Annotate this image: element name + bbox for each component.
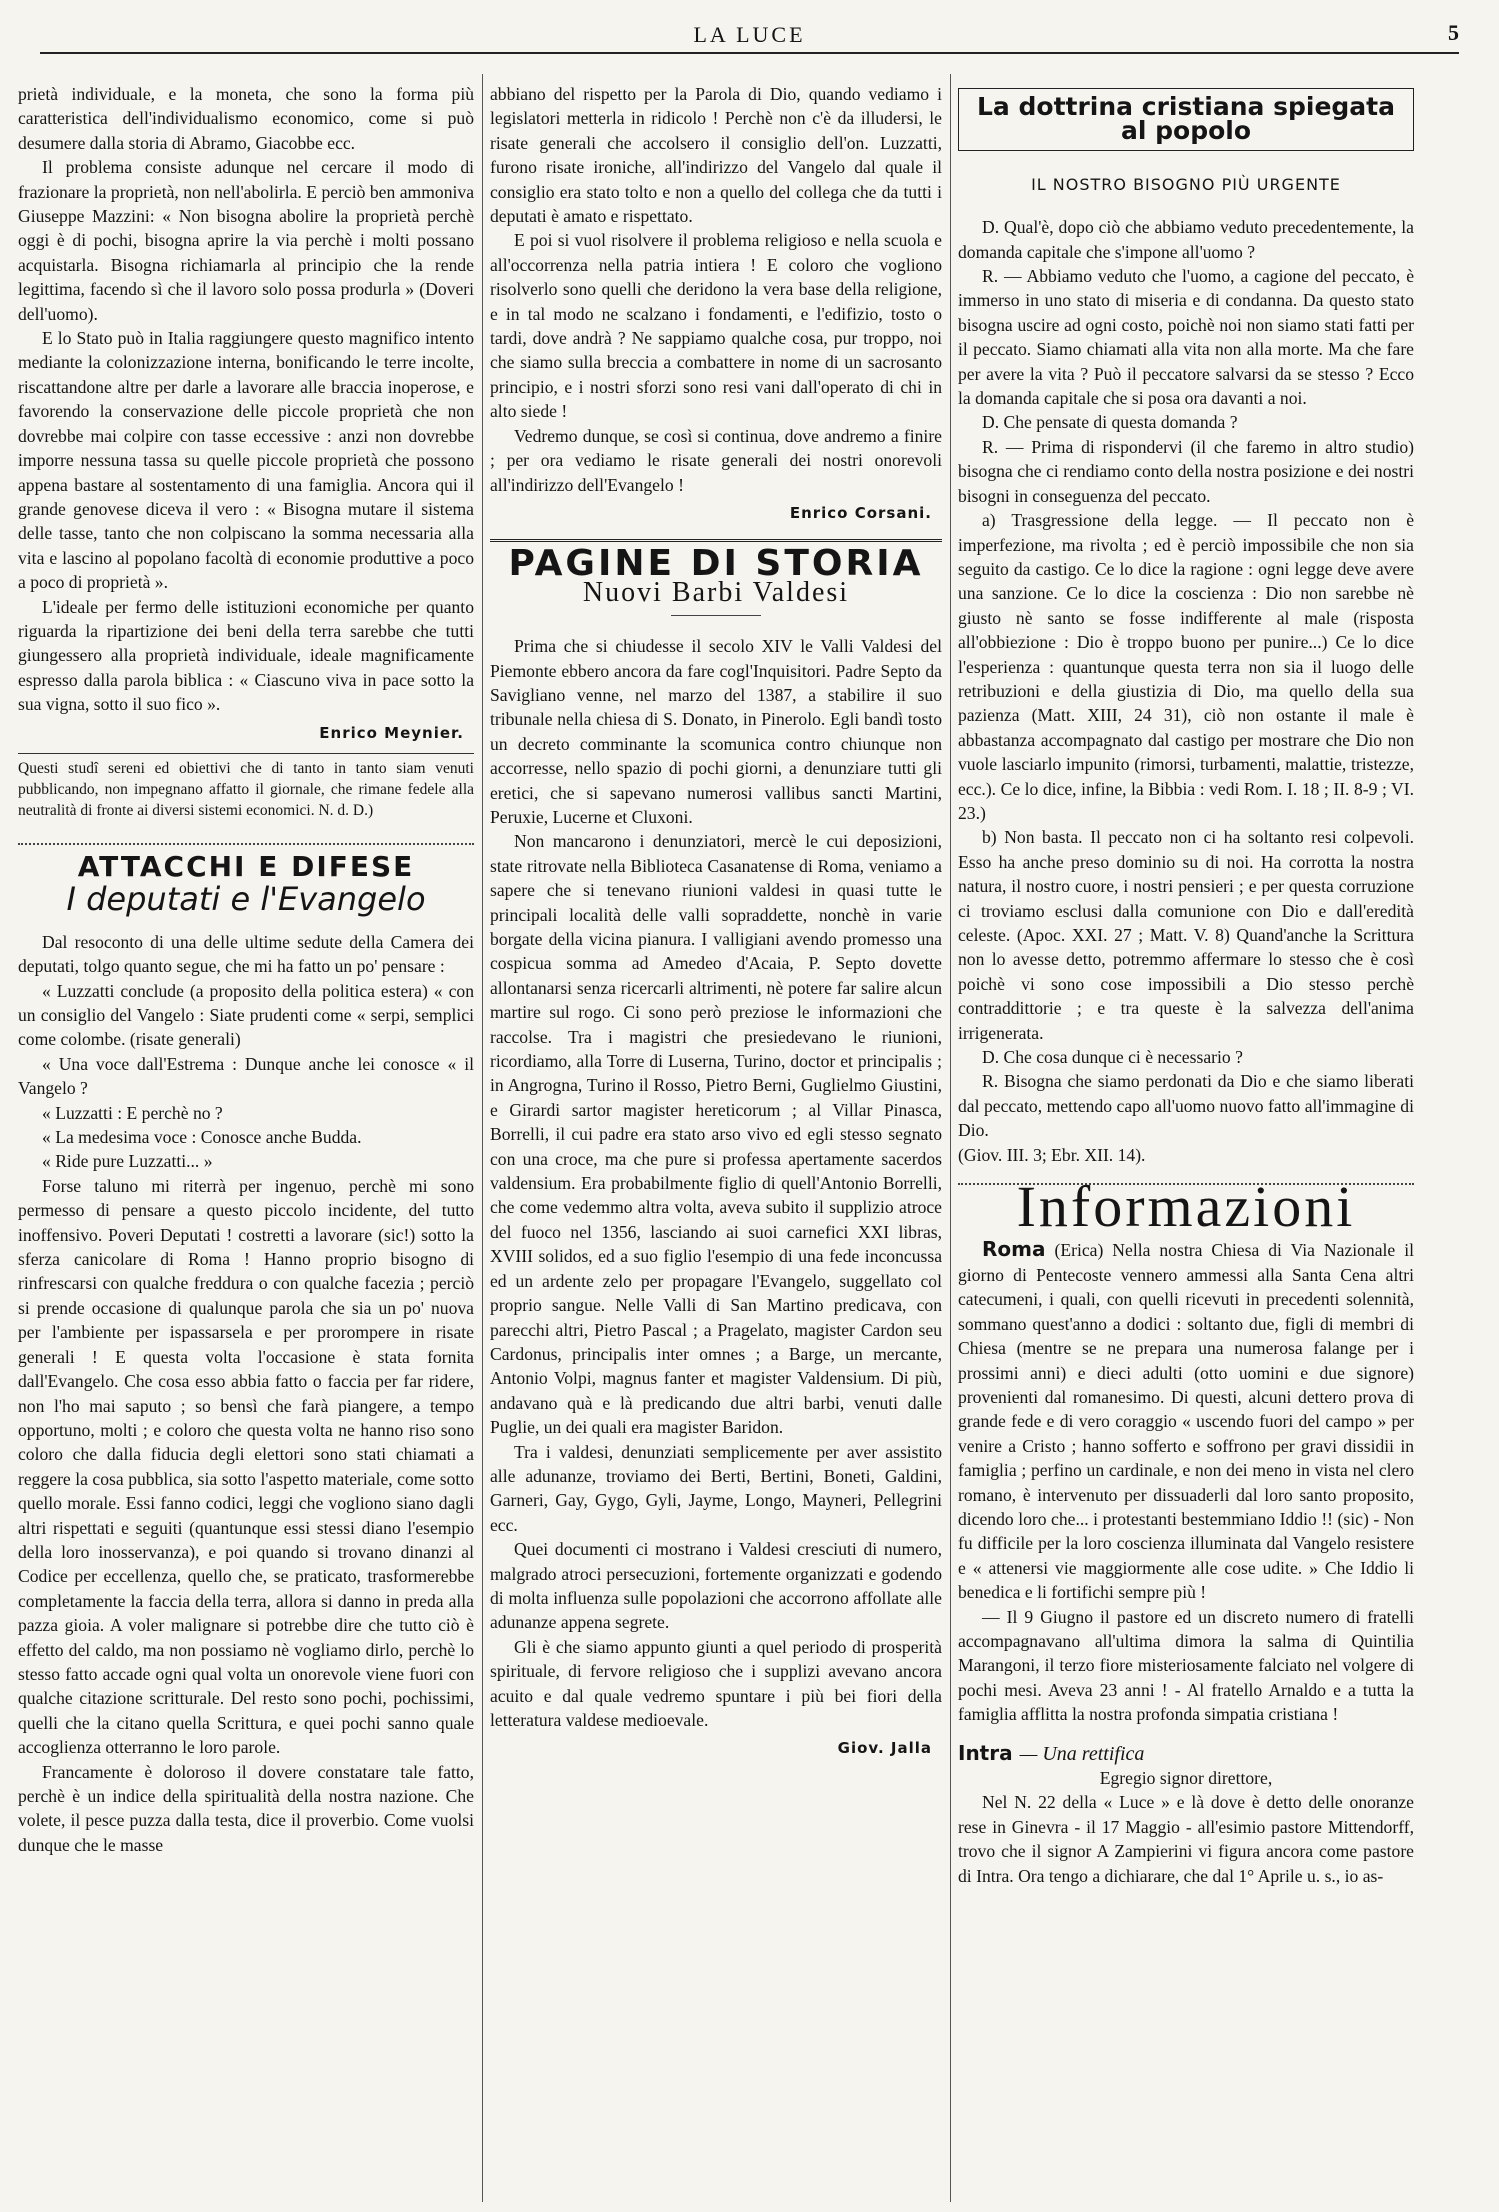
- paragraph: R. — Abbiamo veduto che l'uomo, a cagione del peccato, è immerso in uno stato di miseria e di condanna. Da questo stato bisogna uscire ad ogni costo, poichè noi non siamo stati fatti per il peccato. Siamo chiamati alla vita non alla morte. Ma che fare per avere la vita ? Può il peccatore salvarsi da se stesso ? Ecco la domanda capitale che si posa ora davanti a noi.: [958, 266, 1414, 409]
- paragraph: E lo Stato può in Italia raggiungere questo magnifico intento mediante la colonizzazione interna, bonificando le terre incolte, riscattandone altre per darle a lavorare alle braccia inoperose, e favorendo la conservazione delle piccole proprietà che non dovrebbe mai colpire con tasse eccessive : anzi non dovrebbe imporre nessuna tassa su quelle piccole proprietà che possono appena bastare al sostentamento di una famiglia. Ancora qui il grande genovese diceva il vero : « Bisogna mutare il sistema delle tasse, tanto che non colpiscano la somma necessaria alla vita e lascino al popolano facoltà di economie produttive a poco a poco di proprietà ».: [18, 328, 474, 593]
- article-title: Nuovi Barbi Valdesi: [582, 576, 850, 608]
- article-title: I deputati e l'Evangelo: [66, 880, 426, 919]
- signature: Giov. Jalla: [837, 1739, 932, 1758]
- divider: [671, 615, 761, 616]
- divider: [18, 835, 474, 845]
- quote-line: « Luzzatti conclude (a proposito della politica estera) « con un consiglio del Vangelo : Siate prudenti come « serpi, semplici come colombe. (risate generali): [18, 980, 474, 1050]
- paragraph: Prima che si chiudesse il secolo XIV le Valli Valdesi del Piemonte ebbero ancora da fare cogl'Inquisitori. Padre Septo da Savigliano venne, nel marzo del 1387, a stabilire il suo tribunale nella chiesa di S. Donato, in Pinerolo. Egli bandì tosto un decreto comminante la scomunica contro chiunque non accorresse, nello spazio di pochi giorni, a denunziare tutti gli eretici, che si sapevano numerosi vallibus sancti Martini, Peruxie, Lucerne et Cluxoni.: [490, 636, 942, 827]
- paragraph: E poi si vuol risolvere il problema religioso e nella scuola e all'occorrenza nella patria intiera ! E coloro che vogliono risolverlo sono quelli che deridono la vera base della religione, e in tal modo ne scalzano i fondamenti, e l'edifizio, tosto o tardi, dove andrà ? Ne sappiamo qualche cosa, pur troppo, noi che siamo sulla breccia a combattere in nome di un sacrosanto principio, e i nostri sforzi sono resi vani dall'operato di chi in alto siede !: [490, 230, 942, 422]
- paragraph: Tra i valdesi, denunziati semplicemente per aver assistito alle adunanze, troviamo dei Berti, Bertini, Boneti, Galdini, Garneri, Gay, Gygo, Gyli, Jayme, Longo, Mayneri, Pellegrini ecc.: [490, 1441, 942, 1535]
- reference: (Giov. III. 3; Ebr. XII. 14).: [958, 1144, 1146, 1165]
- column-divider: [482, 74, 483, 2202]
- quote-line: « Una voce dall'Estrema : Dunque anche lei conosce « il Vangelo ?: [18, 1053, 474, 1099]
- paragraph: D. Che pensate di questa domanda ?: [982, 412, 1238, 433]
- paragraph: L'ideale per fermo delle istituzioni economiche per quanto riguarda la ripartizione dei beni della terra sarebbe che tutti giungessero alla proprietà individuale, ideale magnificamente espresso dalla parola biblica : « Ciascuno viva in pace sotto la sua vigna, sotto il suo fico ».: [18, 596, 474, 715]
- column-3: [958, 82, 1414, 1888]
- signature: Enrico Meynier.: [319, 723, 464, 742]
- paragraph: — Il 9 Giugno il pastore ed un discreto numero di fratelli accompagnavano all'ultima dimora la salma di Quintilia Marangoni, il terzo fiore misteriosamente falciato nel volgere di pochi mesi. Aveva 23 anni ! - Al fratello Arnaldo e a tutta la famiglia afflitta la nostra profonda simpatia cristiana !: [958, 1606, 1414, 1725]
- paragraph: Vedremo dunque, se così si continua, dove andremo a finire ; per ora vediamo le risate generali dei nostri onorevoli all'indirizzo dell'Evangelo !: [490, 425, 942, 495]
- paragraph: Non mancarono i denunziatori, mercè le cui deposizioni, state ritrovate nella Biblioteca Casanatense di Roma, veniamo a sapere che si tenevano riunioni valdesi in quasi tutte le principali località delle valli sopraddette, nonchè in varie borgate della vicina pianura. I valligiani avendo promesso una cospicua somma ad Amedeo d'Acaia, P. Septo dovette allontanarsi senza ricercarli altrimenti, nè potere far salire alcun martire sul rogo. Ci sono però preziose le informazioni che raccolse. Tra i magistri che presiedevano le riunioni, ricordiamo, alla Torre di Luserna, Turino, doctor et principalis ; in Angrogna, Turino il Rosso, Pietro Berni, Guglielmo Giustini, e Girardi sartor magister hereticorum ; al Villar Pinasca, Borrelli, il cui padre era stato arso vivo ed egli stesso segnato con una croce, ma che pure si professa apertamente sacerdos valdensium. Era probabilmente figlio di quell'Antonio Borrelli, che come vedemmo altra volta, aveva subito il supplizio atroce del fuoco nel 1356, lasciando ai suoi carnefici XXI libras, XVIII solidos, ed a suo figlio l'esempio di una fede inconcussa ed un ardente zelo per propagare l'Evangelo, suggellato col proprio sangue. Nelle Valli di San Martino predicava, con parecchi altri, Pietro Pascal ; a Pragelato, magister Cardon seu Cardonus, principalis inter omnes ; a Barge, un mercante, Antonio Volpi, magnus fanter et magister Valdensium. Di più, andavano quà e là predicando due altri barbi, venuti dalle Puglie, un dei quali era magister Baridon.: [490, 831, 942, 1438]
- news-location: Intra: [958, 1740, 1013, 1765]
- paragraph: R. Bisogna che siamo perdonati da Dio e che siamo liberati dal peccato, mettendo capo all'uomo nuovo fatto all'immagine di Dio.: [958, 1071, 1414, 1141]
- signature: Enrico Corsani.: [789, 503, 932, 522]
- boxed-title: La dottrina cristiana spiegata al popolo: [958, 88, 1414, 151]
- news-text: (Erica) Nella nostra Chiesa di Via Nazionale il giorno di Pentecoste vennero ammessi alla Santa Cena altri catecumeni, i quali, con quelli ricevuti in precedenti solennità, sommano quest'anno a dodici : soltanto due, figli di membri di Chiesa (mentre se ne prepara una numerosa falange per i prossimi anni) e dieci adulti (otto uomini e due signore) provenienti dal romanesimo. Di questi, alcuni dettero prova di grande fede e di vero coraggio « uscendo fuori del campo » per venire a Cristo ; hanno sofferto e soffrono per gravi dissidii in famiglia ; perfino un cardinale, e non dei meno in vista nel clero romano, è intervenuto per dissuaderli dal loro santo proposito, dicendo loro che... i protestanti bestemmiano Iddio !! (sic) - Non fu difficile per la loro coscienza illuminata dal Vangelo resistere e « attenersi vie maggiormente alle cose udite. » Che Iddio li benedica e li fortifichi sempre più !: [958, 1240, 1414, 1603]
- salutation: Egregio signor direttore,: [1099, 1768, 1273, 1788]
- editor-note: Questi studî sereni ed obiettivi che di tanto in tanto siam venuti pubblicando, non impegnano affatto il giornale, che rimane fedele alla neutralità di fronte ai diversi sistemi economici. N. d. D.): [18, 753, 474, 821]
- paragraph: Quei documenti ci mostrano i Valdesi cresciuti di numero, malgrado atroci persecuzioni, fortemente organizzati e godendo di molta influenza sulle popolazioni che accorrono affollate alle adunanze appena segrete.: [490, 1539, 942, 1633]
- section-title: PAGINE DI STORIA: [490, 539, 942, 576]
- paragraph: D. Qual'è, dopo ciò che abbiamo veduto precedentemente, la domanda capitale che s'impone all'uomo ?: [958, 217, 1414, 262]
- paragraph: b) Non basta. Il peccato non ci ha soltanto resi colpevoli. Esso ha anche preso dominio su di noi. Ha corrotta la nostra natura, il nostro cuore, i nostri pensieri ; e per questa corruzione ci troviamo esclusi dalla comunione con Dio e dall'eredità celeste. (Apoc. XXI. 27 ; Matt. V. 8) Quand'anche la Scrittura non lo avesse detto, potremmo affermare lo stesso che è così poichè vi sono cose impossibili a Dio stesso perchè contraddittorie ; e tra queste è la salvezza dell'anima irrigenerata.: [958, 827, 1414, 1043]
- quote-line: « Luzzatti : E perchè no ?: [42, 1102, 223, 1123]
- paragraph: Dal resoconto di una delle ultime sedute della Camera dei deputati, tolgo quanto segue, che mi ha fatto un po' pensare :: [18, 931, 474, 977]
- quote-line: « Ride pure Luzzatti... »: [42, 1151, 213, 1172]
- page-number: 5: [1448, 20, 1459, 45]
- masthead: LA LUCE: [693, 22, 806, 47]
- paragraph: Nel N. 22 della « Luce » e là dove è detto delle onoranze rese in Ginevra - il 17 Maggio - all'esimio pastore Mittendorff, trovo che il signor A Zampierini vi figura ancora come pastore di Intra. Ora tengo a dichiarare, che dal 1° Aprile u. s., io as-: [958, 1792, 1414, 1886]
- paragraph: R. — Prima di rispondervi (il che faremo in altro studio) bisogna che ci rendiamo conto della nostra posizione e dei nostri bisogni in conseguenza del peccato.: [958, 436, 1414, 506]
- news-location: Roma: [982, 1237, 1046, 1262]
- paragraph: abbiano del rispetto per la Parola di Dio, quando vediamo i legislatori metterla in ridicolo ! Perchè non c'è da illudersi, le risate generali che accolsero il consiglio dell'on. Luzzatti, furono risate ironiche, all'indirizzo del Vangelo dal quale il consiglio era stato tolto e non a quello del collega che da tutti i deputati è amato e rispettato.: [490, 84, 942, 227]
- quote-line: « La medesima voce : Conosce anche Budda.: [42, 1127, 362, 1148]
- paragraph: Il problema consiste adunque nel cercare il modo di frazionare la proprietà, non nell'abolirla. E perciò ben ammoniva Giuseppe Mazzini: « Non bisogna abolire la proprietà perchè oggi è di pochi, bisogna aprire la via perchè i molti possano acquistarla. Bisogna richiamarla al principio che la rende legittima, facendo sì che il lavoro solo possa produrla » (Doveri dell'uomo).: [18, 157, 474, 324]
- paragraph: D. Che cosa dunque ci è necessario ?: [982, 1047, 1243, 1068]
- news-heading: [958, 1741, 1414, 1766]
- section-title: ATTACCHI E DIFESE: [77, 849, 415, 883]
- column-1: [18, 82, 474, 1857]
- paragraph: Francamente è doloroso il dovere constatare tale fatto, perchè è un indice della spiritualità della nostra nazione. Che volete, il pesce puzza dalla testa, dice il proverbio. Come vuolsi dunque che le masse: [18, 1761, 474, 1855]
- subheading: IL NOSTRO BISOGNO PIÙ URGENTE: [1031, 174, 1341, 194]
- paragraph: a) Trasgressione della legge. — Il peccato non è imperfezione, ma rivolta ; ed è perciò impossibile che non sia seguito da castigo. Ce lo dice la ragione : ogni legge deve avere una sanzione. Ce lo dice la coscienza : Dio non sarebbe nè giusto nè santo se fosse indifferente al male (risposta all'obbiezione : Dio è troppo buono per punire...) Ce lo dice l'esperienza : quantunque questa terra non sia il luogo delle retribuzioni e della giustizia di Dio, ma quello della sua pazienza (Matt. XIII, 24 31), ciò non ostante il male è abbastanza accompagnato dal castigo per mostrare che Dio non vuole lasciarlo impunito (rimorsi, turbamenti, malattie, tristezze, ecc.). Ce lo dice, infine, la Bibbia : vedi Rom. I. 18 ; II. 8-9 ; VI. 23.): [958, 510, 1414, 823]
- paragraph: Gli è che siamo appunto giunti a quel periodo di prosperità spirituale, di fervore religioso che i supplizi avevano ancora acuito e dal quale vedremo spuntare i più bei fiori della letteratura valdese medioevale.: [490, 1636, 942, 1730]
- column-2: [490, 82, 942, 1765]
- paragraph: prietà individuale, e la moneta, che sono la forma più caratteristica dell'individualismo economico, come si può desumere dalla storia di Abramo, Giacobbe ecc.: [18, 84, 474, 153]
- column-divider: [950, 74, 951, 2202]
- page-header: [40, 20, 1459, 54]
- paragraph: Forse taluno mi riterrà per ingenuo, perchè mi sono permesso di pensare a questo piccolo incidente, del tutto inoffensivo. Poveri Deputati ! costretti a lavorare (sic!) sotto la sferza canicolare di Roma ! Hanno proprio bisogno di rinfrescarsi con qualche freddura o con qualche facezia ; perciò si prende occasione di qualunque parola che sia un po' nuova per l'ambiente per ispassarsela e per prorompere in risate generali ! E questa volta l'occasione è stata fornita dall'Evangelo. Che cosa esso abbia fatto o faccia per far ridere, non l'ho mai saputo ; so bensì che farà piangere, a tempo opportuno, molti ; e coloro che questa volta ne hanno riso sono coloro che dalla fiducia degli elettori sono stati chiamati a reggere la cosa pubblica, sia sotto l'aspetto materiale, come sotto quello morale. Essi fanno codici, leggi che vogliono siano dagli altri rispettati e seguiti (quantunque essi stessi diano l'esempio della loro inosservanza), e poi quando si trovano dinanzi al Codice per eccellenza, quello che, se praticato, trasformerebbe completamente la faccia della terra, allora si danno in preda alla pazza gioia. A voler malignare si potrebbe dire che tutto ciò è effetto del caldo, ma non possiamo nè vogliamo dirlo, perchè lo stesso fatto accade ogni qual volta un onorevole viene fuori con qualche citazione scritturale. Del resto sono pochi, pochissimi, quelli che la citano quella Scrittura, e quei pochi sanno quale accoglienza otterranno le loro parole.: [18, 1175, 474, 1758]
- section-title: Informazioni: [1016, 1174, 1356, 1240]
- news-subtitle: — Una rettifica: [1019, 1742, 1145, 1765]
